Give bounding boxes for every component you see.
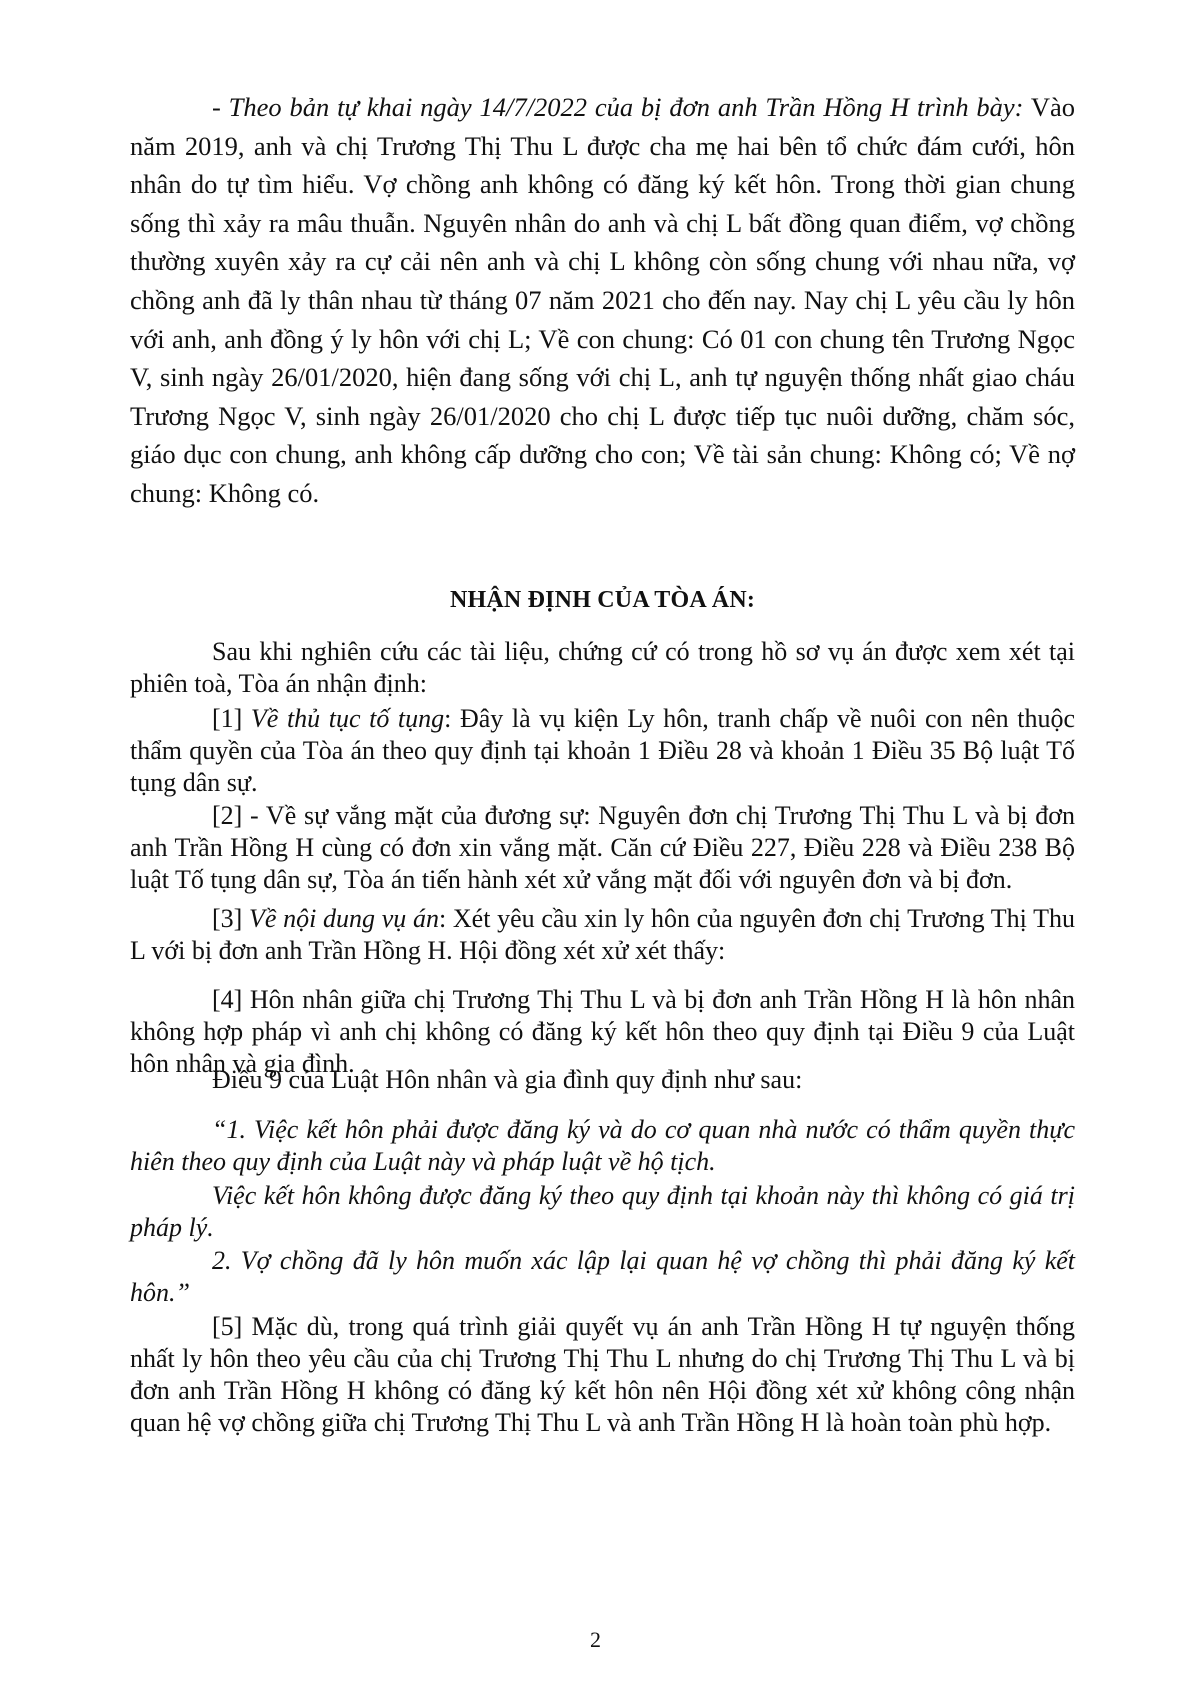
paragraph-5-conclusion: [5] Mặc dù, trong quá trình giải quyết vụ án anh Trần Hồng H tự nguyện thống nhất ly hôn theo yêu cầu của chị Trương Thị Thu L nhưng do chị Trương Thị Thu L và bị đơn anh Trần Hồng H không có đăng ký kết hôn nên Hội đồng xét xử không công nhận quan hệ vợ chồng giữa chị Trương Thị Thu L và anh Trần Hồng H là hoàn toàn phù hợp. (130, 1312, 1075, 1437)
paragraph-4-marriage: [4] Hôn nhân giữa chị Trương Thị Thu L và bị đơn anh Trần Hồng H là hôn nhân không hợp pháp vì anh chị không có đăng ký kết hôn theo quy định tại Điều 9 của Luật hôn nhân và gia đình. (130, 985, 1075, 1078)
paragraph-3-label: Về nội dung vụ án (249, 904, 439, 933)
quote-clause-1-cont: Việc kết hôn không được đăng ký theo quy định tại khoản này thì không có giá trị pháp lý. (130, 1181, 1075, 1242)
article-9-intro: Điều 9 của Luật Hôn nhân và gia đình quy định như sau: (212, 1065, 803, 1094)
paragraph-1-procedure (130, 703, 1075, 799)
page-number: 2 (590, 1627, 601, 1652)
quote-clause-1: “1. Việc kết hôn phải được đăng ký và do cơ quan nhà nước có thẩm quyền thực hiên theo quy định của Luật này và pháp luật về hộ tịch. (130, 1115, 1075, 1176)
paragraph-3-content (130, 903, 1075, 967)
paragraph-1-text: : Đây là vụ kiện Ly hôn, tranh chấp về nuôi con nên thuộc thẩm quyền của Tòa án theo quy định tại khoản 1 Điều 28 và khoản 1 Điều 35 Bộ luật Tố tụng dân sự. (130, 704, 1075, 797)
section-heading: NHẬN ĐỊNH CỦA TÒA ÁN: (449, 587, 756, 613)
statement-lead: - Theo bản tự khai ngày 14/7/2022 của bị đơn anh Trần Hồng H trình bày: (212, 92, 1024, 122)
paragraph-3-number: [3] (212, 904, 250, 933)
defendant-statement-paragraph (130, 88, 1075, 513)
paragraph-3-text: : Xét yêu cầu xin ly hôn của nguyên đơn chị Trương Thị Thu L với bị đơn anh Trần Hồng H. Hội đồng xét xử xét thấy: (130, 904, 1075, 965)
quote-clause-2: 2. Vợ chồng đã ly hôn muốn xác lập lại quan hệ vợ chồng thì phải đăng ký kết hôn.” (130, 1246, 1075, 1307)
statement-body: Vào năm 2019, anh và chị Trương Thị Thu L được cha mẹ hai bên tổ chức đám cưới, hôn nhân do tự tìm hiểu. Vợ chồng anh không có đăng ký kết hôn. Trong thời gian chung sống thì xảy ra mâu thuẫn. Nguyên nhân do anh và chị L bất đồng quan điểm, vợ chồng thường xuyên xảy ra cự cải nên anh và chị L không còn sống chung với nhau nữa, vợ chồng anh đã ly thân nhau từ tháng 07 năm 2021 cho đến nay. Nay chị L yêu cầu ly hôn với anh, anh đồng ý ly hôn với chị L; Về con chung: Có 01 con chung tên Trương Ngọc V, sinh ngày 26/01/2020, hiện đang sống với chị L, anh tự nguyện thống nhất giao cháu Trương Ngọc V, sinh ngày 26/01/2020 cho chị L được tiếp tục nuôi dưỡng, chăm sóc, giáo dục con chung, anh không cấp dưỡng cho con; Về tài sản chung: Không có; Về nợ chung: Không có. (130, 92, 1076, 508)
paragraph-1-label: Về thủ tục tố tụng (250, 704, 445, 733)
intro-paragraph: Sau khi nghiên cứu các tài liệu, chứng cứ có trong hồ sơ vụ án được xem xét tại phiên toà, Tòa án nhận định: (130, 637, 1075, 698)
paragraph-2-absence: [2] - Về sự vắng mặt của đương sự: Nguyên đơn chị Trương Thị Thu L và bị đơn anh Trần Hồng H cùng có đơn xin vắng mặt. Căn cứ Điều 227, Điều 228 và Điều 238 Bộ luật Tố tụng dân sự, Tòa án tiến hành xét xử vắng mặt đối với nguyên đơn và bị đơn. (130, 801, 1075, 894)
paragraph-1-number: [1] (212, 704, 251, 733)
